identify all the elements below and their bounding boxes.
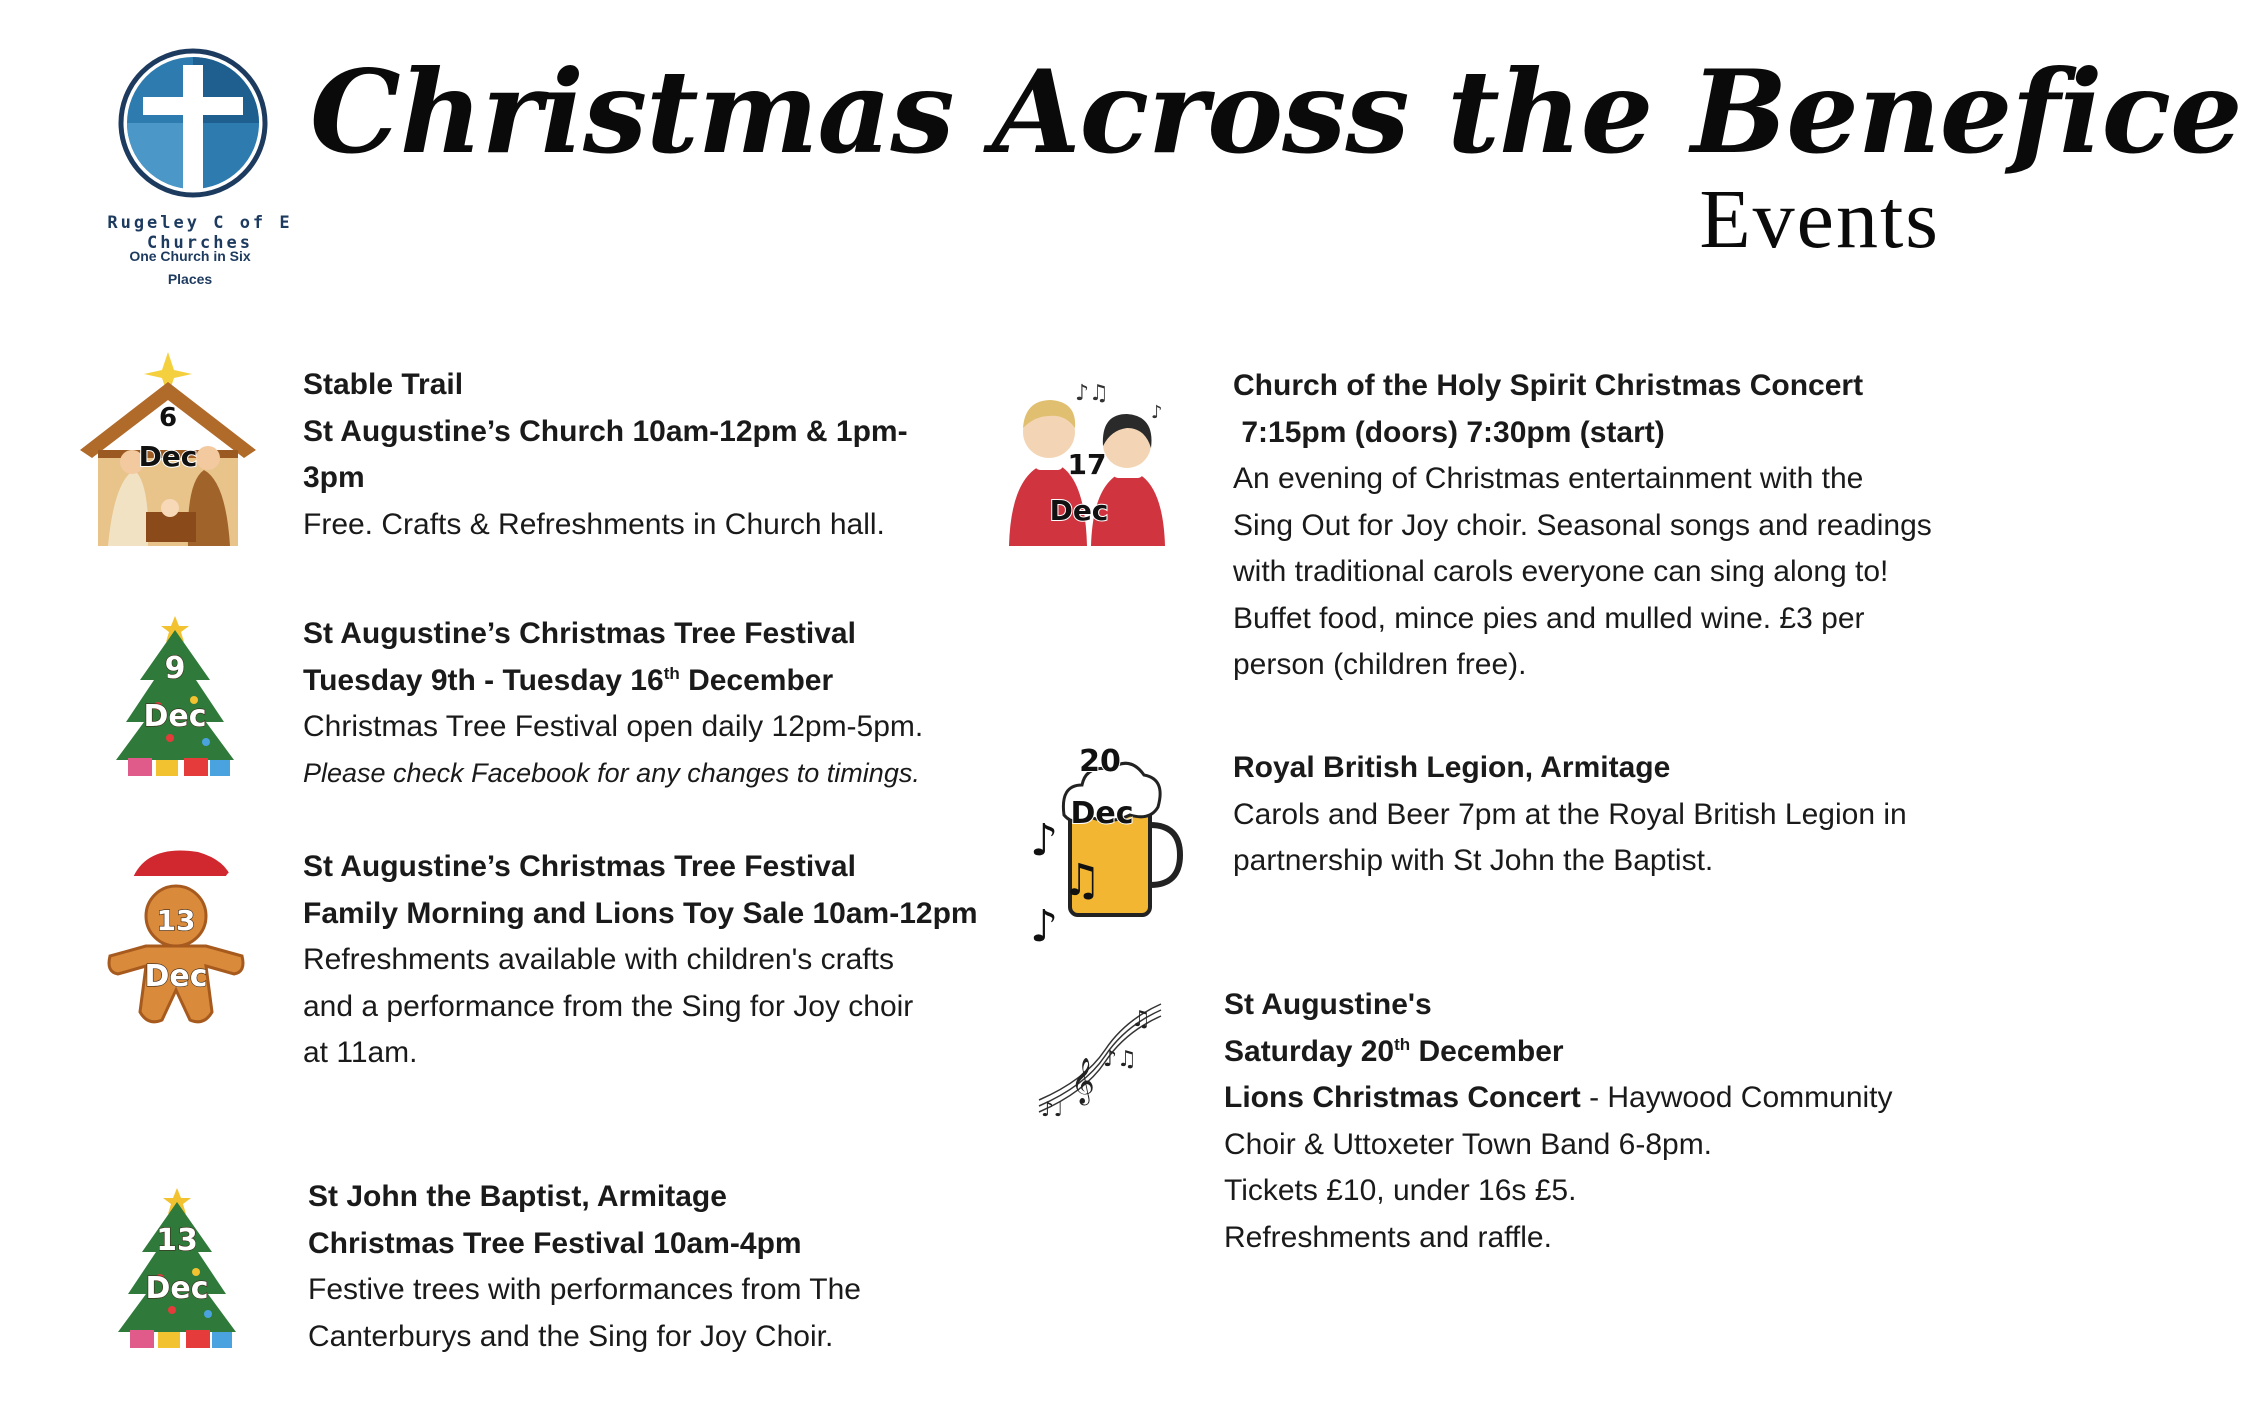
event-detail: Tickets £10, under 16s £5.	[1224, 1174, 1577, 1207]
event-detail: Choir & Uttoxeter Town Band 6-8pm.	[1224, 1127, 1713, 1161]
cross-logo-icon	[113, 45, 273, 205]
logo-tagline	[115, 245, 265, 291]
event-dates-prefix: Saturday 20	[1224, 1034, 1395, 1068]
music-note-icon: ♫	[1062, 855, 1102, 906]
event-title: St Augustine’s Christmas Tree Festival	[303, 617, 856, 650]
date-day: 9	[164, 651, 186, 686]
date-month: Dec	[144, 959, 208, 994]
christmas-tree-icon	[112, 1182, 242, 1352]
event-detail: Refreshments and raffle.	[1224, 1220, 1552, 1254]
event-concert-performers: - Haywood Community	[1580, 1081, 1893, 1114]
event-detail: Buffet food, mince pies and mulled wine. £3 per	[1233, 601, 1865, 635]
page-subtitle: Events	[1699, 173, 1940, 266]
event-dates	[1224, 1029, 1954, 1076]
date-day: 6	[158, 403, 178, 433]
music-note-icon: ♪	[1151, 402, 1163, 423]
event-dates-suffix: December	[1410, 1034, 1564, 1068]
music-note-icon: ♪	[1030, 901, 1059, 952]
event-title: St John the Baptist, Armitage	[308, 1180, 727, 1213]
logo-tagline-line2: Places	[167, 271, 213, 287]
event-title: St Augustine's	[1224, 988, 1432, 1021]
beer-mug-icon	[1030, 744, 1180, 952]
event-detail: at 11am.	[303, 1036, 418, 1069]
benefice-logo	[55, 45, 345, 295]
event-subtitle: Christmas Tree Festival 10am-4pm	[308, 1226, 802, 1260]
event-title: Stable Trail	[303, 368, 464, 401]
event-dates-suffix: December	[679, 663, 834, 697]
music-note-icon: ♫	[1131, 1007, 1151, 1032]
gingerbread-man-icon	[106, 840, 246, 1030]
carol-singers-icon	[1005, 370, 1175, 550]
date-day: 13	[156, 904, 196, 937]
event-subtitle: Family Morning and Lions Toy Sale 10am-12pm	[303, 896, 978, 930]
date-month: Dec	[145, 1271, 209, 1306]
event-title: Royal British Legion, Armitage	[1233, 751, 1671, 784]
event-time-cont: 3pm	[303, 461, 365, 494]
treble-clef-icon: 𝄞	[1071, 1058, 1095, 1104]
music-note-icon: ♪♩	[1041, 1097, 1064, 1121]
event-holy-spirit-concert	[1233, 363, 1963, 689]
event-time: 7:15pm (doors) 7:30pm (start)	[1233, 415, 1665, 449]
event-detail: Festive trees with performances from The	[308, 1273, 861, 1306]
event-dates-ordinal: th	[663, 663, 680, 683]
event-concert-name: Lions Christmas Concert	[1224, 1081, 1581, 1114]
event-legion-carols	[1233, 745, 1963, 885]
event-st-john-festival	[308, 1174, 948, 1360]
event-title: Church of the Holy Spirit Christmas Concert	[1233, 369, 1864, 402]
logo-name: Rugeley C of E Churches	[107, 213, 293, 253]
event-note: Please check Facebook for any changes to timings.	[303, 757, 920, 788]
music-note-icon: ♪	[1030, 815, 1059, 866]
event-detail: Christmas Tree Festival open daily 12pm-5pm.	[303, 710, 924, 743]
event-title: St Augustine’s Christmas Tree Festival	[303, 850, 856, 883]
event-detail: and a performance from the Sing for Joy choir	[303, 989, 914, 1023]
event-lions-concert	[1224, 982, 1954, 1261]
date-day: 17	[1067, 448, 1107, 481]
music-notes-icon	[1035, 990, 1165, 1130]
event-tree-festival	[303, 611, 973, 795]
music-note-icon: ♪♫	[1075, 381, 1109, 406]
event-stable-trail	[303, 362, 943, 548]
date-day: 20	[1079, 744, 1121, 779]
date-month: Dec	[1049, 494, 1109, 527]
event-detail: partnership with St John the Baptist.	[1233, 844, 1714, 877]
logo-tagline-line1: One Church in Six	[129, 248, 251, 264]
event-dates-ordinal: th	[1394, 1034, 1411, 1054]
event-detail: with traditional carols everyone can sing along to!	[1233, 555, 1889, 588]
event-detail: Free. Crafts & Refreshments in Church hall.	[303, 507, 885, 541]
event-detail: An evening of Christmas entertainment with the	[1233, 462, 1864, 495]
event-family-morning	[303, 844, 983, 1077]
date-day: 13	[156, 1223, 198, 1258]
date-month: Dec	[143, 699, 207, 734]
nativity-stable-icon	[78, 342, 258, 552]
date-month: Dec	[138, 440, 198, 473]
event-detail: Carols and Beer 7pm at the Royal British Legion in	[1233, 797, 1907, 831]
event-detail: Refreshments available with children's crafts	[303, 943, 894, 976]
music-note-icon: ♪♫	[1103, 1047, 1137, 1072]
event-dates-prefix: Tuesday 9th - Tuesday 16	[303, 663, 664, 697]
event-detail: Canterburys and the Sing for Joy Choir.	[308, 1319, 834, 1353]
event-detail: person (children free).	[1233, 648, 1527, 681]
event-concert-line	[1224, 1075, 1954, 1122]
event-dates	[303, 658, 973, 705]
event-time: St Augustine’s Church 10am-12pm & 1pm-	[303, 414, 908, 448]
christmas-tree-icon	[110, 610, 240, 780]
event-detail: Sing Out for Joy choir. Seasonal songs and readings	[1233, 508, 1932, 542]
page-title: Christmas Across the Benefice	[310, 45, 2242, 179]
date-month: Dec	[1070, 796, 1134, 831]
